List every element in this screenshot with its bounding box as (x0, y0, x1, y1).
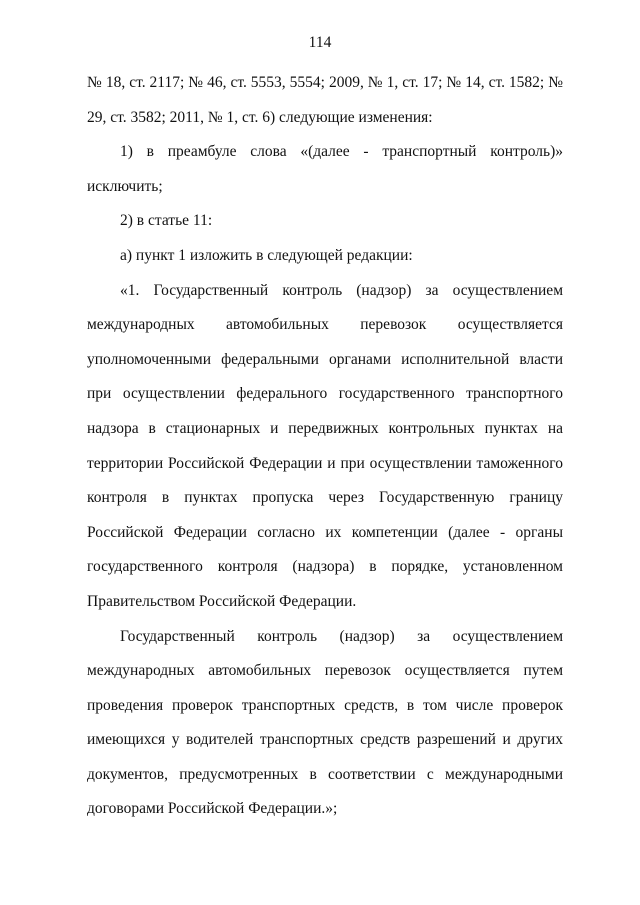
paragraph-state-control-1: «1. Государственный контроль (надзор) за осуществлением международных автомобильных перевозок осуществляется уполномоченными федеральными органами исполнительной власти при осуществлении федерального государственного транспортного надзора в стационарных и передвижных контрольных пунктах на территории Российской Федерации и при осуществлении таможенного контроля в пунктах пропуска через Государственную границу Российской Федерации согласно их компетенции (далее - органы государственного контроля (надзора) в порядке, установленном Правительством Российской Федерации. (87, 281, 563, 610)
paragraph-state-control-2: Государственный контроль (надзор) за осуществлением международных автомобильных перевозок осуществляется путем проведения проверок транспортных средств, в том числе проверок имеющихся у водителей транспортных средств разрешений и других документов, предусмотренных в соответствии с международными договорами Российской Федерации.»; (87, 627, 563, 818)
document-body (87, 66, 563, 827)
page-number: 114 (308, 34, 332, 51)
paragraph-amendment-sources: № 18, ст. 2117; № 46, ст. 5553, 5554; 2009, № 1, ст. 17; № 14, ст. 1582; № 29, ст. 3582; 2011, № 1, ст. 6) следующие изменения: (87, 74, 563, 126)
paragraph-article-11: 2) в статье 11: (120, 212, 213, 230)
paragraph-preamble-change: 1) в преамбуле слова «(далее - транспортный контроль)» исключить; (87, 143, 563, 195)
paragraph-point-1-intro: а) пункт 1 изложить в следующей редакции: (120, 246, 413, 264)
